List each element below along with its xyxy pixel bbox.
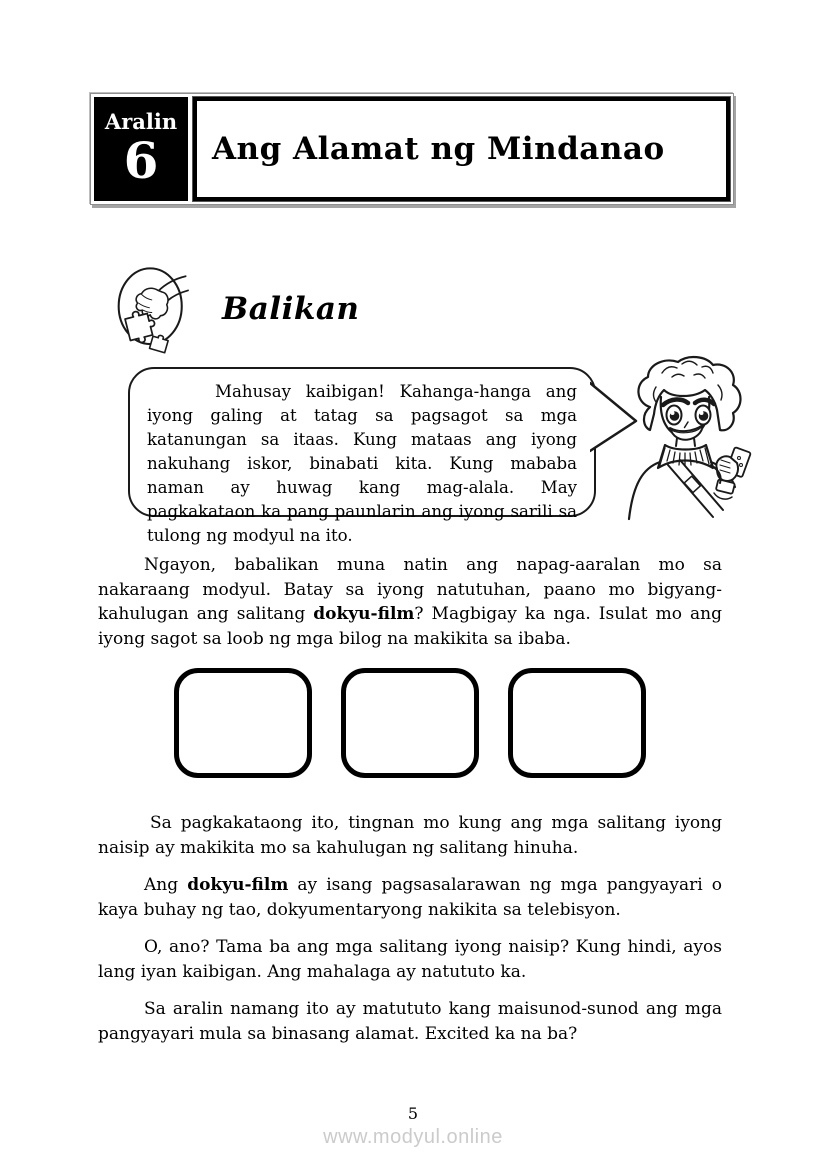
speech-bubble-text: Mahusay kaibigan! Kahanga-hanga ang iyong galing at tatag sa pagsagot sa mga katanungan sa itaas. Kung mataas ang iyong nakuhang iskor, binabati kita. Kung mababa naman ay huwag kang mag-alala. May pagkakataon ka pang paunlarin ang iyong sarili sa tulong ng modyul na ito. — [147, 382, 577, 545]
paragraph-definition-cont: ay isang pagsasalarawan ng mga pangyayari o kaya buhay ng tao, dokyumentaryong nakikita sa telebisyon. — [98, 875, 722, 920]
lesson-number: 6 — [123, 130, 159, 190]
lesson-label: Aralin — [104, 108, 178, 134]
paragraph-definition-pre: Ang — [144, 875, 188, 895]
page-footer — [0, 1104, 826, 1149]
lesson-header — [90, 93, 734, 205]
paragraph-lesson-goal: Sa aralin namang ito ay matututo kang maisunod-sunod ang mga pangyayari mula sa binasang alamat. Excited ka na ba? — [98, 999, 722, 1044]
balikan-heading: Balikan — [222, 291, 360, 327]
speech-bubble — [128, 367, 596, 545]
answer-boxes-row — [98, 668, 722, 778]
watermark: www.modyul.online — [323, 1126, 503, 1148]
dokyu-film-term-2: dokyu-film — [187, 875, 289, 895]
puzzle-hand-icon — [110, 258, 192, 360]
balikan-section — [110, 261, 722, 357]
lesson-number-badge — [94, 97, 188, 201]
speech-section — [98, 367, 722, 545]
lesson-title: Ang Alamat ng Mindanao — [212, 131, 665, 167]
lesson-title-box — [193, 97, 730, 201]
paragraph-intro — [98, 553, 722, 651]
paragraph-intro-text-cont: ? Magbigay ka nga. Isulat mo ang iyong sagot sa loob ng mga bilog na makikita sa ibaba. — [98, 604, 722, 649]
dokyu-film-term: dokyu-film — [313, 604, 415, 624]
answer-box-1[interactable] — [174, 668, 312, 778]
paragraph-intro-text: Ngayon, babalikan muna natin ang napag-aaralan mo sa nakaraang modyul. Batay sa iyong natutuhan, paano mo bigyang-kahulugan ang salitang — [98, 555, 722, 624]
paragraph-encouragement: O, ano? Tama ba ang mga salitang iyong naisip? Kung hindi, ayos lang iyan kaibigan. Ang mahalaga ay natututo ka. — [98, 937, 722, 982]
page-number: 5 — [407, 1104, 419, 1123]
paragraph-definition — [98, 873, 722, 922]
answer-box-2[interactable] — [341, 668, 479, 778]
answer-box-3[interactable] — [508, 668, 646, 778]
speech-bubble-tail — [590, 381, 640, 459]
paragraph-hinuha: Sa pagkakataong ito, tingnan mo kung ang mga salitang iyong naisip ay makikita mo sa kahulugan ng salitang hinuha. — [98, 813, 722, 858]
